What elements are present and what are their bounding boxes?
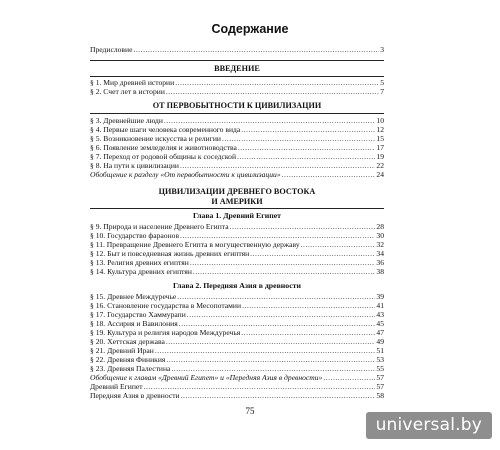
toc-entry-text: § 18. Ассирия и Вавилония [90, 319, 178, 328]
toc-entry[interactable] [90, 125, 384, 134]
toc-entry-preface[interactable] [90, 45, 384, 54]
toc-entry-page: 10 [376, 116, 384, 125]
toc-entry-text: § 15. Древнее Междуречье [90, 292, 177, 301]
dot-leader [171, 364, 375, 373]
chapter-heading-2: Глава 2. Передняя Азия в древности [173, 281, 301, 290]
toc-entry-page: 39 [376, 292, 384, 301]
toc-entry-text: § 16. Становление государства в Месопотамии [90, 301, 242, 310]
toc-entry-text: § 20. Хеттская держава [90, 337, 165, 346]
toc-entry[interactable] [90, 355, 384, 364]
toc-entry-text: § 5. Возникновение искусства и религии [90, 134, 221, 143]
toc-entry-page: 24 [376, 170, 384, 179]
dot-leader [179, 319, 376, 328]
section-rule [90, 76, 384, 77]
section-rule [90, 208, 384, 209]
toc-entry-text: § 17. Государство Хаммурапи [90, 310, 186, 319]
dot-leader [166, 355, 375, 364]
toc-entry-text: § 6. Появление земледелия и животноводства [90, 143, 237, 152]
toc-entry-text: Обобщение к главам «Древний Египет» и «Передняя Азия в древности» [90, 373, 323, 382]
toc-entry[interactable] [90, 328, 384, 337]
dot-leader [250, 249, 375, 258]
toc-entry-page: 22 [376, 161, 384, 170]
dot-leader [237, 152, 375, 161]
section-heading-east: ЦИВИЛИЗАЦИИ ДРЕВНЕГО ВОСТОКА [158, 187, 316, 196]
dot-leader [181, 391, 376, 400]
dot-leader [144, 382, 376, 391]
dot-leader [187, 310, 376, 319]
toc-entry-page: 17 [376, 143, 384, 152]
toc-entry-text: § 2. Счет лет в истории [90, 87, 165, 96]
toc-entry-text: § 4. Первые шаги человека современного вида [90, 125, 241, 134]
toc-entry-text: Древний Египет [90, 382, 143, 391]
dot-leader [301, 240, 376, 249]
toc-entry-text: § 9. Природа и население Древнего Египта [90, 222, 229, 231]
toc-entry-page: 51 [376, 346, 384, 355]
dot-leader [180, 231, 375, 240]
dot-leader [155, 346, 376, 355]
toc-entry-text: § 3. Древнейшие люди [90, 116, 163, 125]
toc-entry-page: 30 [376, 231, 384, 240]
toc-entry-text: § 13. Религия древних египтян [90, 258, 189, 267]
toc-entry[interactable] [90, 231, 384, 240]
section-rule [90, 113, 384, 114]
dot-leader [241, 328, 375, 337]
page-number: 75 [245, 406, 255, 416]
section-heading-primitive: ОТ ПЕРВОБЫТНОСТИ К ЦИВИЛИЗАЦИИ [152, 101, 322, 110]
dot-leader [190, 258, 376, 267]
section-heading-east-line2: И АМЕРИКИ [211, 197, 263, 206]
toc-entry[interactable] [90, 222, 384, 231]
toc-entry-page: 45 [376, 319, 384, 328]
toc-entry-text: § 23. Древняя Палестина [90, 364, 171, 373]
toc-entry[interactable] [90, 310, 384, 319]
toc-entry-page: 5 [380, 78, 384, 87]
toc-entry-page: 3 [380, 45, 384, 54]
dot-leader [177, 292, 375, 301]
toc-entry-text: Предисловие [90, 45, 133, 54]
toc-entry-page: 32 [376, 240, 384, 249]
dot-leader [166, 337, 376, 346]
toc-entry-page: 49 [376, 337, 384, 346]
toc-entry-page: 57 [376, 373, 384, 382]
section-heading-intro: ВВЕДЕНИЕ [214, 64, 260, 73]
page-title: Содержание [211, 22, 289, 36]
dot-leader [282, 170, 376, 179]
toc-entry-page: 55 [376, 364, 384, 373]
toc-entry-page: 19 [376, 152, 384, 161]
toc-entry-page: 34 [376, 249, 384, 258]
toc-entry-page: 57 [376, 382, 384, 391]
toc-entry[interactable] [90, 346, 384, 355]
dot-leader [238, 143, 376, 152]
toc-entry-page: 47 [376, 328, 384, 337]
toc-summary[interactable] [90, 373, 384, 382]
toc-entry-text: § 7. Переход от родовой общины к соседской [90, 152, 237, 161]
dot-leader [166, 87, 379, 96]
toc-entry[interactable] [90, 116, 384, 125]
toc-entry[interactable] [90, 143, 384, 152]
toc-entry[interactable] [90, 78, 384, 87]
toc-entry-page: 12 [376, 125, 384, 134]
dot-leader [242, 301, 375, 310]
toc-entry-text: § 19. Культура и религия народов Междуречья [90, 328, 241, 337]
toc-entry[interactable] [90, 391, 384, 400]
toc-entry-page: 41 [376, 301, 384, 310]
toc-entry-text: § 21. Древний Иран [90, 346, 154, 355]
toc-entry[interactable] [90, 292, 384, 301]
toc-entry-text: § 8. На пути к цивилизации [90, 161, 179, 170]
toc-summary[interactable] [90, 170, 384, 179]
toc-entry-text: § 22. Древняя Финикия [90, 355, 166, 364]
dot-leader [180, 161, 375, 170]
toc-entry-text: § 12. Быт и повседневная жизнь древних египтян [90, 249, 250, 258]
toc-entry[interactable] [90, 364, 384, 373]
dot-leader [133, 45, 379, 54]
toc-entry[interactable] [90, 249, 384, 258]
toc-entry[interactable] [90, 382, 384, 391]
toc-entry[interactable] [90, 240, 384, 249]
toc-entry[interactable] [90, 152, 384, 161]
toc-entry[interactable] [90, 134, 384, 143]
toc-entry-page: 36 [376, 258, 384, 267]
dot-leader [175, 78, 379, 87]
toc-entry[interactable] [90, 301, 384, 310]
toc-entry[interactable] [90, 267, 384, 276]
toc-entry-page: 53 [376, 355, 384, 364]
toc-entry-page: 15 [376, 134, 384, 143]
dot-leader [164, 116, 376, 125]
dot-leader [193, 267, 375, 276]
toc-entry-text: § 10. Государство фараонов [90, 231, 180, 240]
watermark: universal.by [366, 412, 492, 439]
toc-entry[interactable] [90, 161, 384, 170]
toc-entry-text: § 14. Культура древних египтян [90, 267, 192, 276]
chapter-heading-1: Глава 1. Древний Египет [192, 211, 282, 220]
toc-entry-page: 43 [376, 310, 384, 319]
toc-entry-text: Обобщение к разделу «От первобытности к цивилизации» [90, 170, 281, 179]
toc-entry-page: 28 [376, 222, 384, 231]
section-rule [90, 60, 384, 61]
toc-entry-page: 58 [376, 391, 384, 400]
toc-entry[interactable] [90, 258, 384, 267]
toc-entry-text: Передняя Азия в древности [90, 391, 180, 400]
toc-entry-page: 38 [376, 267, 384, 276]
toc-entry[interactable] [90, 319, 384, 328]
toc-entry-page: 7 [380, 87, 384, 96]
toc-entry[interactable] [90, 87, 384, 96]
dot-leader [222, 134, 375, 143]
toc-entry-text: § 1. Мир древней истории [90, 78, 175, 87]
dot-leader [230, 222, 376, 231]
dot-leader [241, 125, 375, 134]
toc-entry[interactable] [90, 337, 384, 346]
dot-leader [323, 373, 375, 382]
toc-entry-text: § 11. Превращение Древнего Египта в могущественную державу [90, 240, 300, 249]
